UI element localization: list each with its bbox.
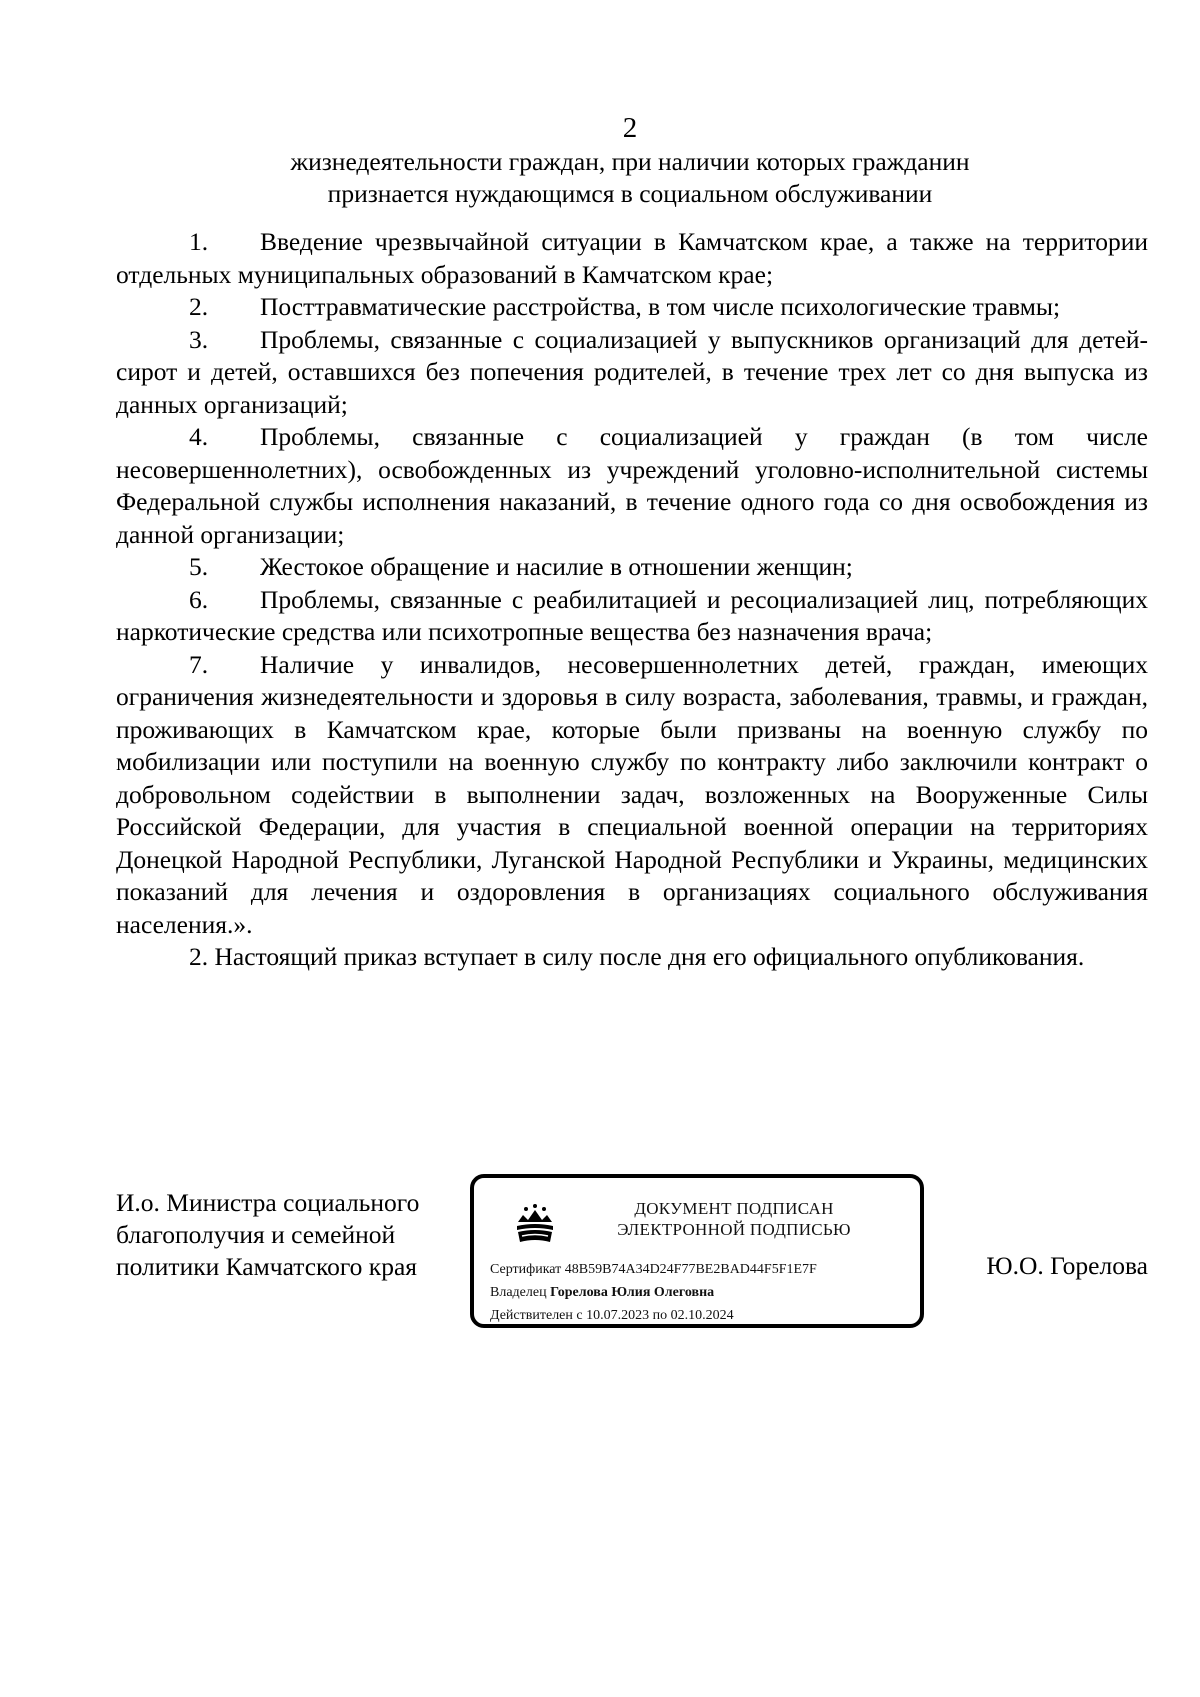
section-heading: [200, 146, 1060, 210]
signatory-position: [116, 1187, 476, 1283]
final-clause: 2. Настоящий приказ вступает в силу после дня его официального опубликования.: [189, 942, 1085, 971]
certificate-line: [490, 1258, 910, 1281]
item-number: 6.: [189, 584, 209, 614]
list-item: [116, 226, 1148, 291]
signatory-line-2: благополучия и семейной: [116, 1220, 396, 1249]
stamp-title-line-1: ДОКУМЕНТ ПОДПИСАН: [634, 1199, 834, 1218]
kamchatka-coat-of-arms-icon: [512, 1200, 558, 1246]
stamp-title: [574, 1198, 894, 1240]
item-text: Посттравматические расстройства, в том числе психологические травмы;: [260, 292, 1061, 321]
owner-line: [490, 1281, 910, 1304]
valid-from: 10.07.2023: [586, 1308, 650, 1323]
certificate-value: 48B59B74A34D24F77BE2BAD44F5F1E7F: [564, 1262, 817, 1277]
item-text: Введение чрезвычайной ситуации в Камчатском крае, а также на территории отдельных муниципальных образований в Камчатском крае;: [116, 227, 1148, 289]
valid-to: 02.10.2024: [670, 1308, 734, 1323]
item-text: Жестокое обращение и насилие в отношении женщин;: [260, 552, 853, 581]
item-number: 7.: [189, 649, 209, 679]
valid-to-label: по: [652, 1308, 668, 1323]
list-item: [116, 324, 1148, 422]
owner-value: Горелова Юлия Олеговна: [550, 1285, 715, 1300]
item-number: 3.: [189, 324, 209, 354]
valid-label: Действителен с: [490, 1308, 583, 1323]
page-number: 2: [622, 112, 638, 144]
item-number: 1.: [189, 227, 209, 256]
signatory-name: Ю.О. Горелова: [986, 1251, 1148, 1280]
signatory-line-1: И.о. Министра социального: [116, 1188, 420, 1217]
item-number: 5.: [189, 552, 209, 581]
document-body: [116, 226, 1148, 974]
stamp-details: [490, 1258, 910, 1327]
item-text: Проблемы, связанные с реабилитацией и ресоциализацией лиц, потребляющих наркотические средства или психотропные вещества без назначения врача;: [116, 584, 1148, 646]
list-item: [116, 584, 1148, 649]
list-item: [116, 551, 1148, 584]
item-number: 4.: [189, 422, 209, 451]
certificate-label: Сертификат: [490, 1262, 562, 1277]
heading-line-1: жизнедеятельности граждан, при наличии которых гражданин: [290, 147, 970, 176]
stamp-title-line-2: ЭЛЕКТРОННОЙ ПОДПИСЬЮ: [617, 1220, 851, 1239]
list-item: [116, 421, 1148, 551]
list-item: [116, 649, 1148, 942]
heading-line-2: признается нуждающимся в социальном обслуживании: [327, 179, 933, 208]
electronic-signature-stamp: [470, 1174, 924, 1328]
item-text: Проблемы, связанные с социализацией у граждан (в том числе несовершеннолетних), освобожденных из учреждений уголовно-исполнительной системы Федеральной службы исполнения наказаний, в течение одного года со дня освобождения из данной организации;: [116, 422, 1148, 549]
item-text: Наличие у инвалидов, несовершеннолетних детей, граждан, имеющих ограничения жизнедеятельности и здоровья в силу возраста, заболевания, травмы, и граждан, проживающих в Камчатском крае, которые были призваны на военную службу по мобилизации или поступили на военную службу по контракту либо заключили контракт о добровольном содействии в выполнении задач, возложенных на Вооруженные Силы Российской Федерации, для участия в специальной военной операции на территориях Донецкой Народной Республики, Луганской Народной Республики и Украины, медицинских показаний для лечения и оздоровления в организациях социального обслуживания населения.».: [116, 649, 1148, 939]
list-item: [116, 291, 1148, 324]
item-text: Проблемы, связанные с социализацией у выпускников организаций для детей-сирот и детей, оставшихся без попечения родителей, в течение трех лет со дня выпуска из данных организаций;: [116, 324, 1148, 419]
validity-line: [490, 1304, 910, 1327]
signatory-line-3: политики Камчатского края: [116, 1252, 417, 1281]
owner-label: Владелец: [490, 1285, 547, 1300]
item-number: 2.: [189, 292, 209, 321]
